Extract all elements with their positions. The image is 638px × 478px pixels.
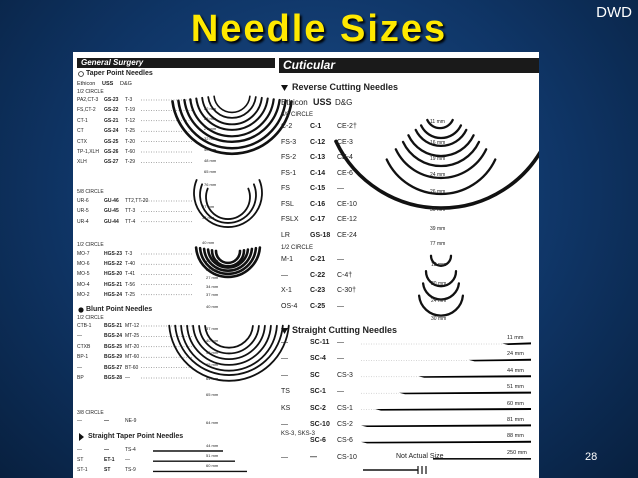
needle-size-mm: 44 mm — [206, 443, 219, 448]
ethicon-code: M-1 — [281, 256, 294, 263]
dg-code: NE-9 — [125, 418, 137, 424]
col-uss: USS — [313, 97, 332, 107]
needle-size-mm: 20 mm — [431, 281, 447, 287]
ethicon-code: MO-4 — [77, 281, 90, 288]
dg-code: CS-6 — [337, 437, 353, 445]
ethicon-code: — — [281, 355, 288, 363]
dg-code: — — [337, 388, 344, 396]
needle-size-mm: 24 mm — [431, 298, 447, 304]
needle-size-mm: 11 mm — [430, 119, 445, 125]
ethicon-code: CT — [77, 128, 84, 135]
uss-code: GS-23 — [104, 97, 119, 103]
needle-size-mm: 76 mm — [204, 182, 217, 187]
uss-code: C-1 — [310, 123, 322, 130]
needle-size-mm: 60 mm — [206, 463, 219, 469]
dg-code: T-3 — [125, 251, 133, 257]
circle-label: 1/2 CIRCLE — [77, 89, 104, 95]
ethicon-code: XLH — [77, 159, 87, 166]
dg-code: CE-24 — [337, 231, 357, 239]
uss-code: BGS-28 — [104, 375, 123, 381]
uss-code: ST — [104, 467, 111, 474]
uss-code: SC — [310, 371, 320, 379]
uss-code: GS-26 — [104, 149, 119, 155]
dg-code: MT-25 — [125, 333, 140, 340]
needle-size-mm: 64 mm — [206, 376, 219, 381]
uss-code: — — [310, 453, 317, 461]
circle-label: 3/8 CIRCLE — [281, 112, 314, 118]
needle-size-mm: 13 mm — [431, 262, 447, 268]
needle-size-mm: 60 mm — [507, 400, 524, 407]
ethicon-code: — — [281, 371, 288, 379]
needle-size-mm: 51 mm — [206, 453, 219, 459]
needle-size-mm: 26 mm — [430, 189, 446, 195]
ethicon-code: CTXB — [77, 343, 91, 350]
taper-point-heading: Taper Point Needles — [86, 70, 153, 77]
col-ethicon: Ethicon — [77, 81, 96, 87]
dg-code: MT-12 — [125, 323, 140, 329]
needle-size-mm: 48 mm — [204, 158, 217, 163]
col-dg: D&G — [120, 81, 132, 87]
uss-code: GS-27 — [104, 159, 119, 166]
ethicon-code: KS — [281, 404, 291, 412]
dg-code: C-30† — [337, 287, 357, 294]
ethicon-code: — — [77, 333, 82, 340]
blunt-point-heading: Blunt Point Needles — [86, 306, 153, 313]
ethicon-code: — — [77, 447, 82, 453]
uss-code: GS-25 — [104, 138, 119, 145]
dg-code: C-4† — [337, 271, 353, 279]
uss-code: SC-1 — [310, 388, 326, 396]
circle-label: 1/2 CIRCLE — [77, 315, 104, 321]
dg-code: T-40 — [125, 261, 136, 268]
ethicon-code: FSLX — [281, 216, 299, 223]
ethicon-code: UR-4 — [77, 218, 89, 225]
circle-label: 3/8 CIRCLE — [77, 410, 104, 416]
dg-code: CS-2 — [337, 421, 353, 428]
uss-code: C-23 — [310, 287, 326, 294]
ethicon-code: CTB-1 — [77, 323, 92, 329]
uss-code: BGS-24 — [104, 333, 123, 340]
ethicon-code: FS-1 — [281, 169, 297, 177]
straight-needle — [361, 424, 531, 427]
ethicon-code: LR — [281, 231, 290, 239]
ethicon-code: UR-6 — [77, 198, 89, 204]
dg-code: T-25 — [125, 291, 136, 298]
ethicon-code: BP — [77, 375, 84, 381]
uss-code: C-12 — [310, 138, 326, 146]
dg-code: MT-60 — [125, 354, 140, 361]
uss-code: SC-4 — [310, 355, 326, 363]
ethicon-code: MO-6 — [77, 261, 90, 268]
col-ethicon: Ethicon — [281, 98, 308, 107]
uss-code: HGS-22 — [104, 261, 123, 268]
dg-code: CE-2† — [337, 123, 357, 130]
uss-code: SC-6 — [310, 437, 326, 445]
straight-needle — [375, 408, 531, 411]
uss-code: C-15 — [310, 185, 326, 192]
needle-size-mm: 65 mm — [206, 392, 219, 397]
ethicon-code: — — [281, 339, 288, 346]
general-surgery-panel: General Surgery — [77, 58, 275, 68]
dg-code: CE-3 — [337, 138, 353, 146]
uss-code: HGS-21 — [104, 281, 123, 288]
uss-code: BGS-25 — [104, 343, 123, 350]
needle-size-mm: 250 mm — [507, 449, 527, 456]
needle-size-mm: 37 mm — [206, 292, 219, 297]
uss-code: SC-2 — [310, 404, 326, 412]
ethicon-code: FS — [281, 185, 290, 192]
ethicon-code: BP-1 — [77, 354, 89, 361]
dg-code: CE-10 — [337, 200, 357, 208]
ethicon-code: CT-1 — [77, 117, 88, 124]
uss-code: GS-18 — [310, 231, 331, 239]
ethicon-code: FS,CT-2 — [77, 107, 96, 114]
reverse-arrow-icon — [281, 85, 288, 91]
needle-size-mm: 34 mm — [206, 283, 219, 289]
needle-arc — [214, 96, 250, 112]
reverse-cutting-heading: Reverse Cutting Needles — [292, 82, 399, 92]
dg-code: T-12 — [125, 117, 136, 124]
dg-code: T-29 — [125, 159, 136, 166]
needle-size-mm: 27 mm — [206, 275, 219, 280]
not-actual-size-note: Not Actual Size — [396, 453, 444, 460]
circle-label: 5/8 CIRCLE — [77, 189, 104, 195]
dg-code: T-60 — [125, 149, 136, 155]
dg-code: TT-4 — [125, 218, 136, 225]
needle-size-mm: 40 mm — [202, 240, 215, 245]
dg-code: — — [337, 256, 344, 263]
needle-size-mm: 65 mm — [206, 362, 219, 367]
uss-code: — — [104, 418, 109, 424]
ethicon-code: — — [77, 418, 82, 424]
dg-code: TS-4 — [125, 447, 136, 453]
needle-size-mm: 30 mm — [430, 207, 446, 213]
needle-size-mm: 39 mm — [430, 226, 446, 232]
needle-size-mm: 88 mm — [507, 433, 524, 440]
straight-needle — [418, 375, 531, 378]
uss-code: SC-11 — [310, 339, 330, 346]
uss-code: GU-45 — [104, 208, 119, 215]
dg-code: CE-4 — [337, 154, 353, 161]
dg-code: BT-60 — [125, 364, 139, 371]
circle-label: 1/2 CIRCLE — [77, 242, 104, 248]
uss-code: BGS-21 — [104, 323, 123, 329]
uss-code: BGS-27 — [104, 364, 123, 371]
uss-code: C-25 — [310, 302, 326, 310]
needle-size-mm: 16 mm — [430, 140, 446, 146]
straight-needle — [361, 441, 531, 444]
dg-code: CS-1 — [337, 404, 353, 412]
dg-code: — — [337, 302, 344, 310]
ethicon-code: X-1 — [281, 287, 292, 294]
uss-code: GS-22 — [104, 107, 119, 114]
col-uss: USS — [102, 81, 114, 87]
ethicon-code: FSL — [281, 200, 294, 208]
ethicon-code: TS — [281, 388, 290, 396]
taper-bullet-icon — [79, 72, 84, 77]
dg-code: T-56 — [125, 281, 136, 288]
dg-code: MT-20 — [125, 343, 140, 350]
needle-size-mm: 11 mm — [507, 335, 524, 341]
needle-size-mm: 64 mm — [206, 420, 219, 425]
cuticular-panel: Cuticular — [279, 58, 539, 73]
uss-code: GS-24 — [104, 128, 119, 135]
dg-code: CS-3 — [337, 371, 353, 379]
uss-code: C-21 — [310, 256, 326, 263]
needle-size-mm: 27 mm — [202, 204, 215, 209]
dg-code: — — [337, 185, 344, 192]
uss-code: C-14 — [310, 169, 326, 177]
uss-code: BGS-29 — [104, 354, 123, 361]
dg-code: CE-12 — [337, 216, 357, 223]
needle-size-mm: 26 mm — [206, 266, 219, 272]
needle-size-mm: 27 mm — [204, 126, 217, 131]
dg-code: — — [337, 355, 344, 363]
uss-code: C-13 — [310, 154, 326, 161]
needle-size-mm: 44 mm — [507, 367, 524, 374]
dg-code: CS-10 — [337, 453, 357, 461]
ethicon-code: FS-2 — [281, 154, 297, 161]
corner-label: DWD — [596, 4, 632, 21]
dg-code: T-41 — [125, 271, 136, 278]
needle-size-mm: 81 mm — [507, 417, 524, 423]
needle-size-mm: 30 mm — [431, 316, 447, 322]
uss-code: C-17 — [310, 216, 326, 223]
ethicon-code: KS-3, SKS-3 — [281, 431, 316, 438]
dg-code: CE-6 — [337, 169, 353, 177]
needle-size-mm: 22 mm — [206, 258, 219, 263]
uss-code: SC-10 — [310, 421, 330, 428]
needle-size-mm: 40 mm — [206, 338, 219, 343]
straight-needle — [399, 392, 531, 395]
ethicon-code: — — [281, 421, 288, 428]
needle-size-mm: 40 mm — [204, 147, 217, 152]
uss-code: HGS-24 — [104, 291, 123, 298]
needle-size-mm: 26 mm — [204, 116, 217, 121]
uss-code: HGS-23 — [104, 251, 123, 257]
uss-code: C-22 — [310, 271, 326, 279]
ethicon-code: C-2 — [281, 123, 293, 130]
straight-cutting-heading: Straight Cutting Needles — [292, 325, 398, 335]
needle-chart-sheet — [73, 52, 539, 478]
dg-code: — — [337, 339, 344, 346]
ethicon-code: — — [77, 364, 82, 371]
ethicon-code: MO-2 — [77, 291, 90, 298]
ethicon-code: ST-1 — [77, 467, 88, 474]
straight-taper-arrow-icon — [79, 433, 84, 441]
needle-size-mm: 32 mm — [204, 136, 217, 141]
ethicon-code: TP-1,XLH — [77, 149, 99, 155]
dg-code: T-19 — [125, 107, 136, 114]
ethicon-code: — — [281, 271, 288, 279]
ethicon-code: MO-5 — [77, 271, 90, 278]
needle-size-mm: 22 mm — [204, 106, 217, 111]
needle-size-mm: 24 mm — [430, 172, 446, 178]
needle-size-mm: 19 mm — [430, 156, 446, 162]
slide-title: Needle Sizes — [190, 8, 448, 50]
ethicon-code: ST — [77, 457, 84, 464]
straight-needle — [502, 342, 531, 345]
ethicon-code: FS-3 — [281, 138, 297, 146]
straight-needle — [469, 359, 531, 362]
uss-code: GU-46 — [104, 198, 119, 204]
circle-label: 1/2 CIRCLE — [281, 245, 314, 251]
dg-code: — — [125, 457, 130, 464]
needle-size-mm: 51 mm — [507, 384, 524, 391]
uss-code: GS-21 — [104, 117, 119, 124]
needle-arc — [216, 251, 240, 263]
needle-size-mm: 40 mm — [206, 304, 219, 309]
ethicon-code: OS-4 — [281, 302, 298, 310]
uss-code: HGS-20 — [104, 271, 123, 278]
ethicon-code: UR-5 — [77, 208, 89, 215]
dg-code: — — [125, 375, 130, 381]
dg-code: T-25 — [125, 128, 136, 135]
blunt-bullet-icon — [78, 307, 83, 312]
needle-size-mm: 65 mm — [204, 169, 217, 174]
needle-size-mm: 37 mm — [206, 326, 219, 331]
dg-code: TT2,TT-20 — [125, 198, 149, 204]
col-dg: D&G — [335, 98, 353, 107]
needle-size-mm: 48 mm — [206, 350, 219, 355]
dg-code: TS-9 — [125, 467, 136, 474]
page-number: 28 — [585, 451, 598, 463]
dg-code: T-20 — [125, 138, 136, 145]
ethicon-code: MO-7 — [77, 251, 90, 257]
needle-size-mm: 77 mm — [430, 241, 446, 247]
uss-code: — — [104, 447, 109, 453]
uss-code: ET-1 — [104, 457, 115, 464]
dg-code: TT-3 — [125, 208, 136, 215]
needle-size-mm: 37 mm — [202, 215, 215, 220]
uss-code: GU-44 — [104, 218, 119, 225]
needle-size-mm: 24 mm — [507, 351, 524, 358]
ethicon-code: CTX — [77, 138, 87, 145]
dg-code: T-3 — [125, 97, 133, 103]
ethicon-code: PA2,CT-3 — [77, 97, 99, 103]
ethicon-code: — — [281, 453, 288, 461]
straight-taper-heading: Straight Taper Point Needles — [88, 433, 184, 440]
uss-code: C-16 — [310, 200, 326, 208]
